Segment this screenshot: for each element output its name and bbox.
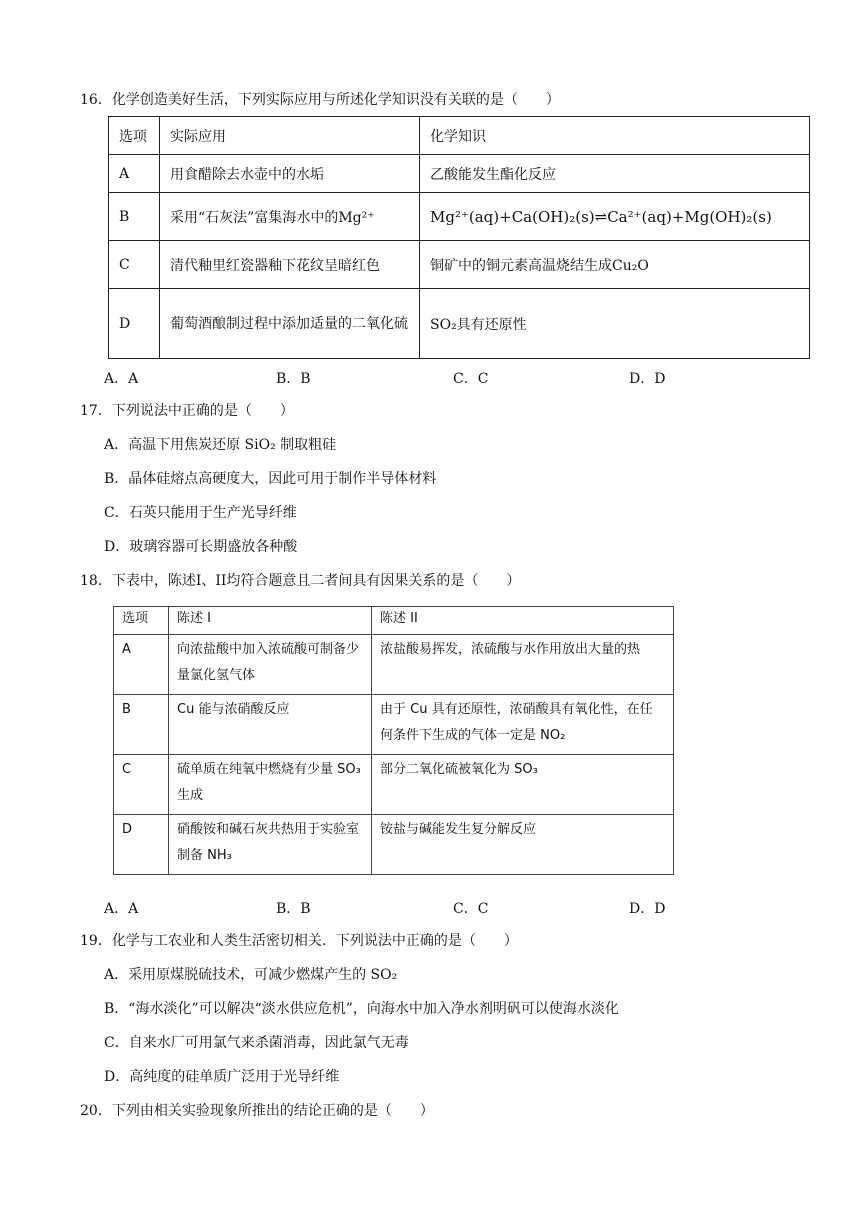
q18-row-a-statement-2: 浓盐酸易挥发，浓硫酸与水作用放出大量的热 [372,635,674,695]
q18-choice-c[interactable]: C．C [453,901,489,917]
q18-row-c-statement-1: 硫单质在纯氧中燃烧有少量 SO₃ 生成 [169,755,372,815]
table-row [109,193,810,241]
q18-choice-b[interactable]: B．B [276,901,311,917]
q18-table [113,606,674,875]
q18-stem: 18．下表中，陈述I、II均符合题意且二者间具有因果关系的是（ ） [80,573,521,589]
q17-option-d[interactable]: D．玻璃容器可长期盛放各种酸 [104,539,298,555]
table-row [114,695,674,755]
q16-row-c-option: C [109,241,160,289]
q18-header-statement-2: 陈述 II [372,607,674,635]
q19-option-c[interactable]: C．自来水厂可用氯气来杀菌消毒，因此氯气无毒 [104,1035,409,1051]
q16-choice-d[interactable]: D．D [629,371,666,387]
q18-row-c-option: C [114,755,169,815]
q18-row-a-statement-1: 向浓盐酸中加入浓硫酸可制备少量氯化氢气体 [169,635,372,695]
q16-row-d-application: 葡萄酒酿制过程中添加适量的二氧化硫 [160,289,420,359]
q16-row-b-knowledge: Mg²⁺(aq)+Ca(OH)₂(s)⇌Ca²⁺(aq)+Mg(OH)₂(s) [420,193,810,241]
q19-option-b[interactable]: B．“海水淡化”可以解决“淡水供应危机”，向海水中加入净水剂明矾可以使海水淡化 [104,1001,619,1017]
table-row [109,289,810,359]
q16-choice-a[interactable]: A．A [104,371,139,387]
q18-row-d-statement-1: 硝酸铵和碱石灰共热用于实验室制备 NH₃ [169,815,372,875]
q17-option-b[interactable]: B．晶体硅熔点高硬度大，因此可用于制作半导体材料 [104,471,437,487]
q16-row-a-option: A [109,155,160,193]
q16-row-b-option: B [109,193,160,241]
q18-choice-d[interactable]: D．D [629,901,666,917]
q18-row-b-statement-2: 由于 Cu 具有还原性，浓硝酸具有氧化性，在任何条件下生成的气体一定是 NO₂ [372,695,674,755]
q17-stem: 17．下列说法中正确的是（ ） [80,403,294,419]
q16-row-c-knowledge: 铜矿中的铜元素高温烧结生成Cu₂O [420,241,810,289]
q18-row-d-option: D [114,815,169,875]
q18-row-b-option: B [114,695,169,755]
q16-choice-b[interactable]: B．B [276,371,311,387]
q17-option-a[interactable]: A．高温下用焦炭还原 SiO₂ 制取粗硅 [104,437,337,453]
q16-row-d-option: D [109,289,160,359]
table-row [109,241,810,289]
q16-choice-c[interactable]: C．C [453,371,489,387]
q16-row-b-application: 采用“石灰法”富集海水中的Mg²⁺ [160,193,420,241]
q17-option-c[interactable]: C．石英只能用于生产光导纤维 [104,505,297,521]
q20-stem: 20．下列由相关实验现象所推出的结论正确的是（ ） [80,1103,434,1119]
table-row [114,755,674,815]
q19-option-d[interactable]: D．高纯度的硅单质广泛用于光导纤维 [104,1069,340,1085]
q16-table [108,116,810,359]
q18-row-b-statement-1: Cu 能与浓硝酸反应 [169,695,372,755]
q18-header-statement-1: 陈述 I [169,607,372,635]
q18-row-c-statement-2: 部分二氧化硫被氧化为 SO₃ [372,755,674,815]
q16-row-a-knowledge: 乙酸能发生酯化反应 [420,155,810,193]
q16-row-d-knowledge: SO₂具有还原性 [420,289,810,359]
q18-header-option: 选项 [114,607,169,635]
table-row [109,155,810,193]
table-row [114,635,674,695]
q18-row-d-statement-2: 铵盐与碱能发生复分解反应 [372,815,674,875]
table-row [114,815,674,875]
q19-stem: 19．化学与工农业和人类生活密切相关．下列说法中正确的是（ ） [80,933,518,949]
q16-header-option: 选项 [109,117,160,155]
q18-row-a-option: A [114,635,169,695]
q16-header-application: 实际应用 [160,117,420,155]
q16-header-knowledge: 化学知识 [420,117,810,155]
q18-choice-a[interactable]: A．A [104,901,139,917]
q16-row-a-application: 用食醋除去水壶中的水垢 [160,155,420,193]
q16-stem: 16．化学创造美好生活，下列实际应用与所述化学知识没有关联的是（ ） [80,92,560,108]
q16-row-c-application: 清代釉里红瓷器釉下花纹呈暗红色 [160,241,420,289]
q19-option-a[interactable]: A．采用原煤脱硫技术，可减少燃煤产生的 SO₂ [104,967,398,983]
